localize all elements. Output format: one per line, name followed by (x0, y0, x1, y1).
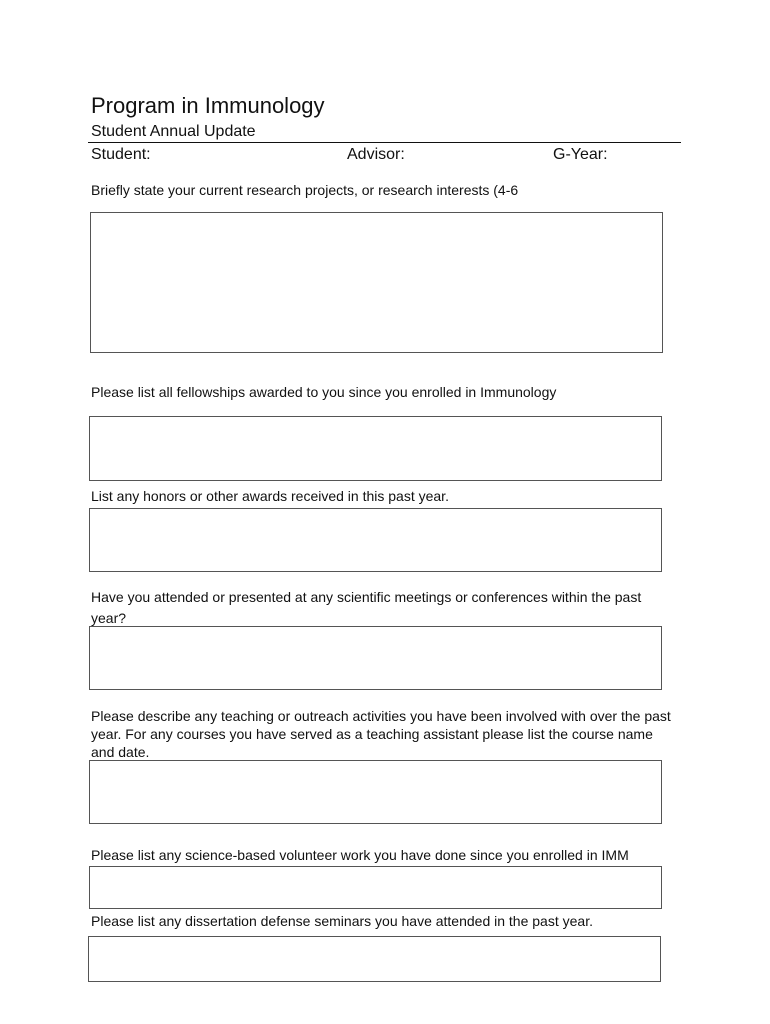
header-divider (88, 142, 681, 143)
teaching-answer-field[interactable] (89, 760, 662, 824)
research-question: Briefly state your current research projects, or research interests (4-6 (91, 182, 519, 198)
volunteer-question: Please list any science-based volunteer work you have done since you enrolled in IMM (91, 847, 629, 863)
research-answer-field[interactable] (90, 212, 663, 353)
meetings-question: Have you attended or presented at any scientific meetings or conferences within the past year? (91, 589, 642, 626)
fellowships-question: Please list all fellowships awarded to you since you enrolled in Immunology (91, 384, 557, 400)
honors-question: List any honors or other awards received in this past year. (91, 488, 449, 504)
student-label: Student: (91, 146, 151, 163)
seminars-answer-field[interactable] (88, 936, 661, 982)
gyear-label: G-Year: (553, 146, 608, 163)
meetings-answer-field[interactable] (89, 626, 662, 690)
page-title: Program in Immunology (91, 93, 325, 118)
honors-answer-field[interactable] (89, 508, 662, 572)
volunteer-answer-field[interactable] (89, 866, 662, 909)
page-subtitle: Student Annual Update (91, 123, 256, 140)
fellowships-answer-field[interactable] (89, 416, 662, 481)
teaching-question: Please describe any teaching or outreach activities you have been involved with over the past year. For any courses you have served as a teaching assistant please list the course name and date. (91, 708, 671, 760)
advisor-label: Advisor: (347, 146, 405, 163)
seminars-question: Please list any dissertation defense seminars you have attended in the past year. (91, 913, 593, 929)
